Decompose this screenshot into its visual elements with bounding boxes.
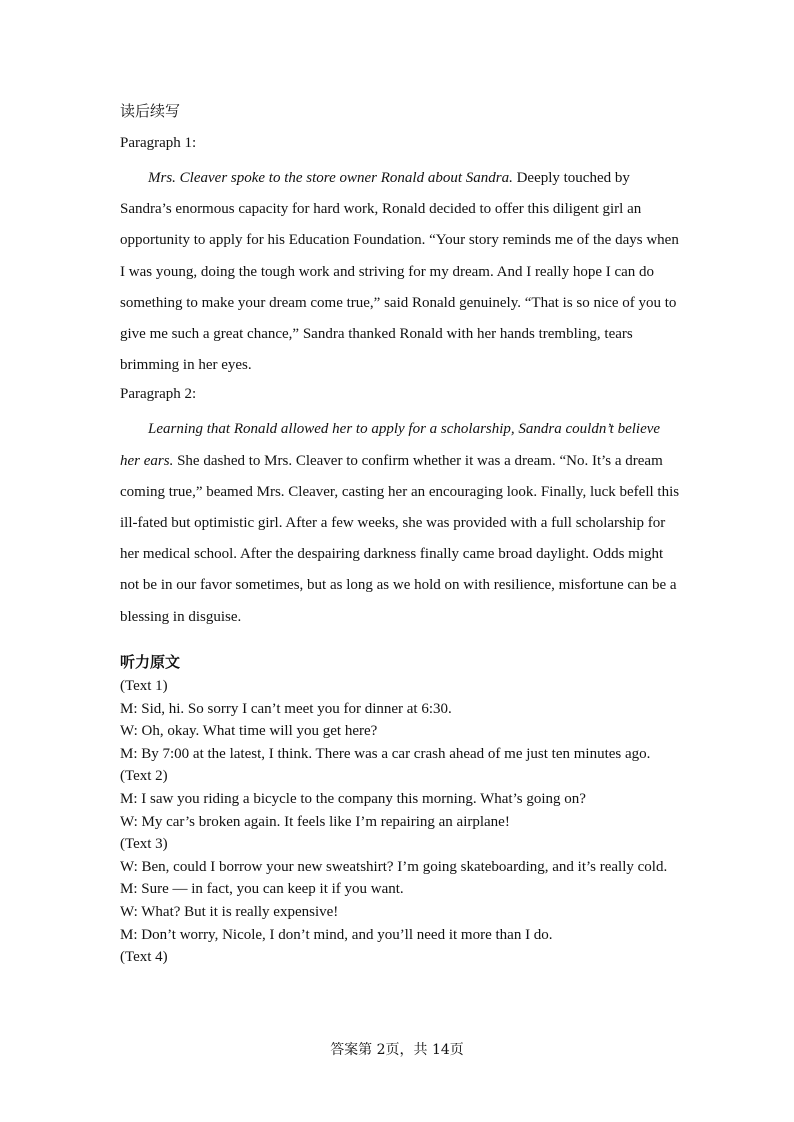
section-title: 读后续写: [120, 102, 181, 120]
paragraph-2-lead-sentence: Learning that Ronald allowed her to apply for a scholarship, Sandra couldn’t believe her ears.: [120, 421, 661, 469]
page-footer: 答案第 2页，共 14页: [330, 1042, 464, 1058]
script-line: (Text 2): [120, 768, 168, 785]
script-line: W: My car’s broken again. It feels like I’m repairing an airplane!: [120, 813, 510, 830]
script-line: M: Sid, hi. So sorry I can’t meet you for dinner at 6:30.: [120, 700, 452, 717]
paragraph-2-label: Paragraph 2:: [120, 386, 197, 403]
paragraph-2-text: She dashed to Mrs. Cleaver to confirm whether it was a dream. “No. It’s a dream coming true,” beamed Mrs. Cleaver, casting her an encouraging look. Finally, luck befell this ill-fated but optimistic girl. After a few weeks, she was provided with a full scholarship for her medical school. After the despairing darkness finally came broad daylight. Odds might not be in our favor sometimes, but as long as we hold on with resilience, misfortune can be a blessing in disguise.: [120, 452, 680, 625]
paragraph-1-label: Paragraph 1:: [120, 135, 197, 151]
script-line: (Text 4): [120, 949, 168, 966]
script-line: (Text 1): [120, 678, 168, 694]
continuation-writing-section: [120, 100, 680, 633]
script-line: M: I saw you riding a bicycle to the company this morning. What’s going on?: [120, 790, 586, 807]
script-line: W: What? But it is really expensive!: [120, 903, 339, 920]
paragraph-2-body: [120, 414, 680, 632]
paragraph-1-body: [120, 163, 680, 381]
script-line: M: Sure — in fact, you can keep it if you want.: [120, 881, 404, 898]
script-line: M: By 7:00 at the latest, I think. There was a car crash ahead of me just ten minutes ago.: [120, 745, 651, 762]
listening-title: 听力原文: [120, 653, 181, 671]
listening-script-section: [120, 652, 676, 969]
script-line: M: Don’t worry, Nicole, I don’t mind, and you’ll need it more than I do.: [120, 926, 553, 943]
script-line: (Text 3): [120, 836, 168, 853]
script-line: W: Ben, could I borrow your new sweatshirt? I’m going skateboarding, and it’s really cold.: [120, 858, 668, 875]
paragraph-1-text: Deeply touched by Sandra’s enormous capacity for hard work, Ronald decided to offer this diligent girl an opportunity to apply for his Education Foundation. “Your story reminds me of the days when I was young, doing the tough work and striving for my dream. And I really hope I can do something to make your dream come true,” said Ronald genuinely. “That is so nice of you to give me such a great chance,” Sandra thanked Ronald with her hands trembling, tears brimming in her eyes.: [120, 170, 679, 374]
script-line: W: Oh, okay. What time will you get here?: [120, 723, 378, 740]
paragraph-1-lead-sentence: Mrs. Cleaver spoke to the store owner Ronald about Sandra.: [148, 170, 513, 186]
